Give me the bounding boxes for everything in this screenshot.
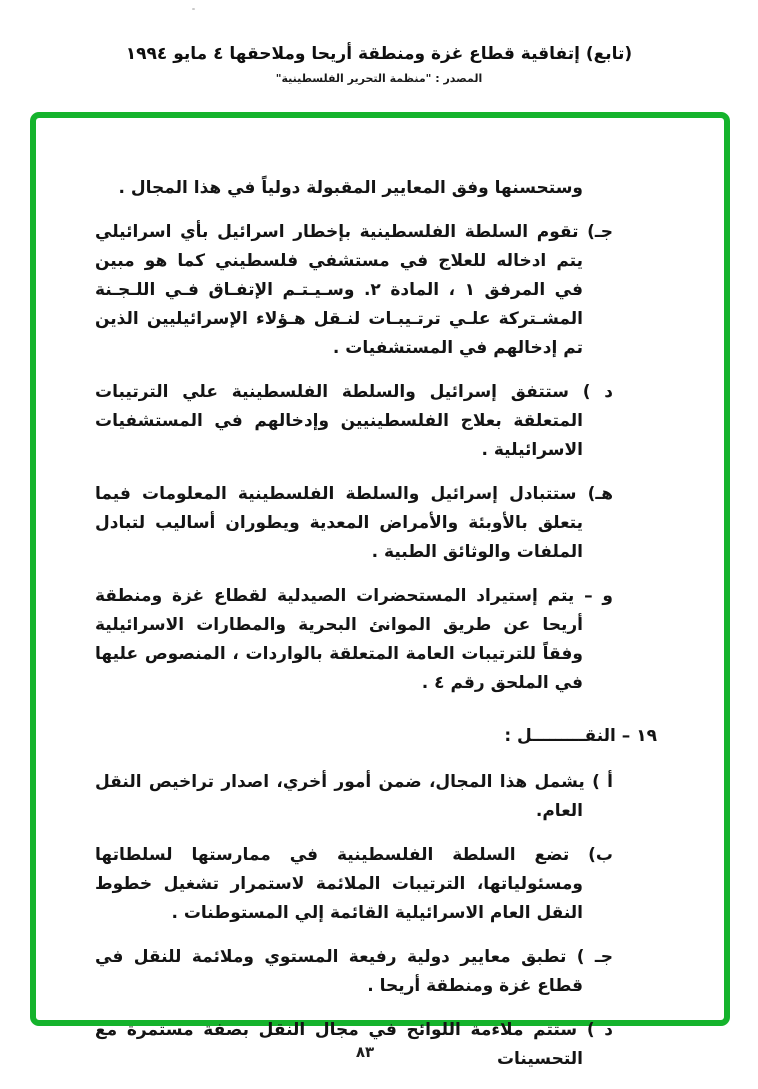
- item-text: ستتبادل إسرائيل والسلطة الفلسطينية المعلومات فيما يتعلق بالأوبئة والأمراض المعدية ويطوران أساليب لتبادل الملفات والوثائق الطبية .: [95, 484, 583, 562]
- item-marker: د ): [582, 382, 614, 402]
- health-item-c: [95, 218, 613, 363]
- document-title: (تابع) إتفاقية قطاع غزة ومنطقة أريحا وملاحقها ٤ مايو ١٩٩٤: [125, 44, 633, 64]
- item-marker: و –: [584, 586, 613, 606]
- transport-item-a: [95, 768, 613, 826]
- item-marker: جـ ): [576, 947, 613, 967]
- transport-item-b: [95, 841, 613, 928]
- transport-item-c: [95, 943, 613, 1001]
- item-marker: هـ): [587, 484, 613, 504]
- item-marker: جـ): [587, 222, 613, 242]
- section-19-heading: ١٩ – النقـــــــــل :: [504, 726, 657, 746]
- item-text: ستتم ملاءمة اللوائح في مجال النقل بصفة مستمرة مع التحسينات: [95, 1020, 583, 1069]
- item-marker: د ): [586, 1020, 613, 1040]
- document-header: [0, 44, 758, 85]
- item-text: تضع السلطة الفلسطينية في ممارستها لسلطاتها ومسئولياتها، الترتيبات الملائمة لاستمرار تشغيل خطوط النقل العام الاسرائيلية القائمة إلي المستوطنات .: [95, 845, 583, 923]
- scan-speckle: [192, 8, 195, 10]
- continuation-text: وستحسنها وفق المعايير المقبولة دولياً في هذا المجال .: [118, 178, 583, 198]
- item-text: تقوم السلطة الفلسطينية بإخطار اسرائيل بأي اسرائيلي يتم ادخاله للعلاج في مستشفي فلسطيني كما هو مبين في المرفق ١ ، المادة ٢. وسـيـتـم الإتفـاق فـي اللـجـنة المشـتركة علـي ترتـيبـات لنـقل هـؤلاء الإسرائيليين الذين تم إدخالهم في المستشفيات .: [95, 222, 584, 358]
- continuation-paragraph: [95, 174, 613, 203]
- health-item-h: [95, 480, 613, 567]
- page-number: ٨٣: [355, 1043, 375, 1061]
- document-body: [95, 174, 657, 1089]
- item-text: يتم إستيراد المستحضرات الصيدلية لقطاع غزة ومنطقة أريحا عن طريق الموانئ البحرية والمطارات الاسرائيلية وفقاً للترتيبات العامة المتعلقة بالواردات ، المنصوص عليها في الملحق رقم ٤ .: [95, 586, 583, 693]
- health-item-d: [95, 378, 613, 465]
- item-marker: ب): [588, 845, 613, 865]
- item-text: ستتفق إسرائيل والسلطة الفلسطينية علي الترتيبات المتعلقة بعلاج الفلسطينيين وإدخالهم في المستشفيات الاسرائيلية .: [95, 382, 583, 460]
- item-marker: أ ): [592, 772, 614, 792]
- document-source-line: المصدر : "منظمة التحرير الفلسطينية": [275, 72, 483, 85]
- item-text: تطبق معايير دولية رفيعة المستوي وملائمة للنقل في قطاع غزة ومنطقة أريحا .: [95, 947, 583, 996]
- health-item-w: [95, 582, 613, 698]
- item-text: يشمل هذا المجال، ضمن أمور أخري، اصدار تراخيص النقل العام.: [95, 772, 585, 821]
